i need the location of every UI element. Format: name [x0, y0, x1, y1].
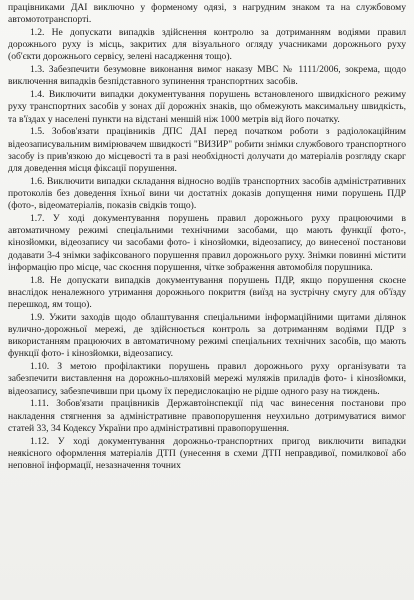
paragraph-1-2: 1.2. Не допускати випадків здійснення контролю за дотриманням водіями правил дорожнього руху із місць, закритих для візуального огляду учасниками дорожнього руху (об'єкти дорожнього сервісу, зелені насадження тощо). [8, 27, 406, 63]
paragraph-1-11: 1.11. Зобов'язати працівників Державтоінспекції під час винесення постанови про накладення стягнення за адміністративне правопорушення неухильно дотримуватися вимог статей 33, 34 Кодексу України про адміністративні правопорушення. [8, 398, 406, 434]
paragraph-1-6: 1.6. Виключити випадки складання відносно водіїв транспортних засобів адміністративних протоколів без доведення їхньої вини чи достатніх доказів допущення ними порушень ПДР (фото-, відеоматеріалів, показів свідків тощо). [8, 175, 406, 212]
paragraph-1-4: 1.4. Виключити випадки документування порушень встановленого швидкісного режиму руху транспортних засобів у зонах дії дорожніх знаків, що обмежують максимальну швидкість, та в'їздах у населені пункти на відстані меншій ніж 1000 метрів від його початку. [8, 89, 406, 125]
paragraph-intro: працівниками ДАІ виключно у форменому одязі, з нагрудним знаком та на службовому автомототранспорті. [8, 2, 406, 26]
paragraph-1-3: 1.3. Забезпечити безумовне виконання вимог наказу МВС № 1111/2006, зокрема, щодо виключення випадків безпідставного зупинення транспортних засобів. [8, 64, 406, 88]
paragraph-1-10: 1.10. З метою профілактики порушень правил дорожнього руху організувати та забезпечити виставлення на дорожньо-шляховій мережі муляжів приладів фото- і кінозйомки, відеозапису, забезпечивши при цьому їх передислокацію не рідше одного разу на тиждень. [8, 361, 406, 397]
paragraph-1-12: 1.12. У ході документування дорожньо-транспортних пригод виключити випадки неякісного оформлення матеріалів ДТП (унесення в схеми ДТП неправдивої, помилкової або неповної інформації, незазначення точних [8, 435, 406, 472]
paragraph-1-8: 1.8. Не допускати випадків документування порушень ПДР, якщо порушення скоєне внаслідок неналежного утримання дорожнього покриття (виїзд на зустрічну смугу для об'їзду перешкод, ям тощо). [8, 274, 406, 311]
paragraph-1-5: 1.5. Зобов'язати працівників ДПС ДАІ перед початком роботи з радіолокаційним відеозаписувальним вимірювачем швидкості "ВИЗИР" робити знімки службового транспортного засобу із прив'язкою до місцевості та в разі необхідності долучати до матеріалів розгляду скарг для доведення місця фіксації порушення. [8, 126, 406, 175]
paragraph-1-7: 1.7. У ході документування порушень правил дорожнього руху працюючими в автоматичному режимі спеціальними технічними засобами, що мають функції фото-, кінозйомки, відеозапису чи засобами фото- і кінозйомки, відеозапису, до винесеної постанови додавати 3-4 знімки зафіксованого порушення правил дорожнього руху. Знімки повинні містити інформацію про місце, час скоєння порушення, чітке зображення автомобіля порушника. [8, 213, 406, 273]
paragraph-1-9: 1.9. Ужити заходів щодо облаштування спеціальними інформаційними щитами ділянок вулично-дорожньої мережі, де здійснюється контроль за дотриманням водіями ПДР з використанням працюючих в автоматичному режимі спеціальних технічних засобів, що мають функції фото- і кінозйомки, відеозапису. [8, 311, 406, 360]
